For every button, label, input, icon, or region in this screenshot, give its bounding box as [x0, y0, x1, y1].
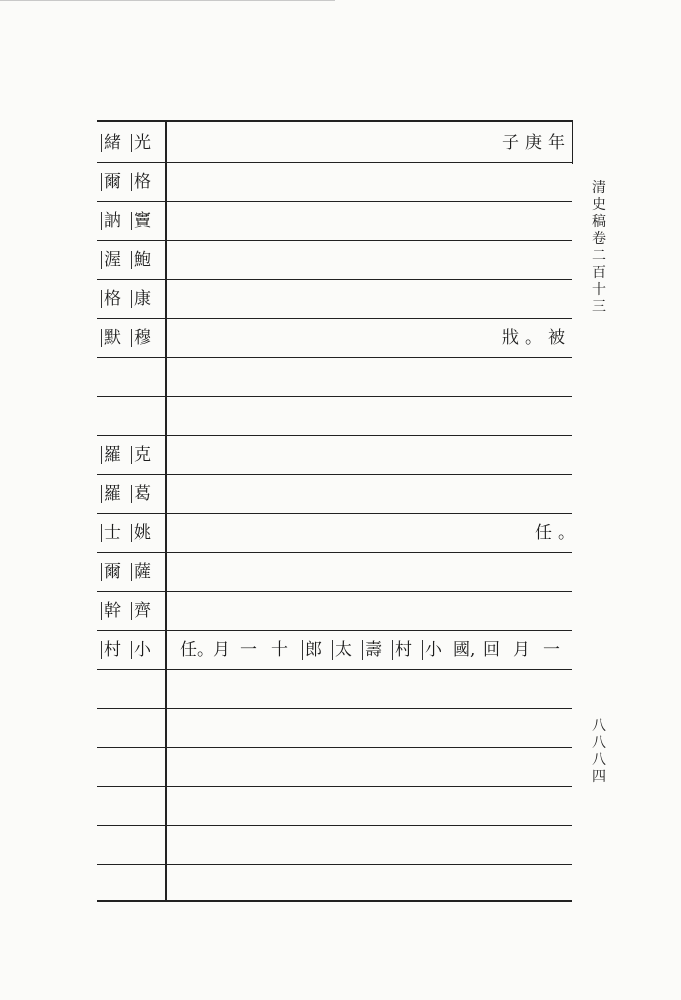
row-rule	[97, 864, 572, 865]
entry-char: 任。	[180, 640, 214, 660]
side-title-char: 史	[592, 197, 606, 213]
side-title-char: 卷	[592, 231, 606, 247]
row-rule	[97, 513, 572, 514]
row-rule	[97, 201, 572, 202]
side-title-char: 清	[592, 180, 606, 196]
row-rule	[97, 240, 572, 241]
side-title	[590, 180, 608, 316]
name-char: 士	[101, 524, 121, 542]
name-char: 村	[101, 641, 121, 659]
page-number-char: 八	[592, 735, 606, 751]
name-char: 薩	[131, 563, 151, 581]
table-bottom-rule	[97, 900, 572, 902]
entry-char: 一	[240, 640, 257, 660]
side-title-char: 三	[592, 299, 606, 315]
name-char: 渥	[101, 251, 121, 269]
entry-char: 國,	[453, 640, 476, 660]
entry-header: 子庚年	[502, 133, 571, 153]
name-cell	[98, 241, 166, 279]
name-cell	[98, 631, 166, 669]
name-char: 羅	[101, 446, 121, 464]
entry-char: 回	[483, 640, 500, 660]
entry-char: 壽	[362, 640, 382, 660]
entry-mu: 戕。被	[502, 328, 571, 348]
page-number	[590, 718, 608, 786]
header-cell-edge	[572, 120, 573, 164]
entry-char: 太	[332, 640, 352, 660]
row-rule	[97, 708, 572, 709]
row-rule	[97, 162, 572, 163]
name-cell	[98, 163, 166, 201]
page-number-char: 八	[592, 752, 606, 768]
name-char: 齊	[131, 602, 151, 620]
name-cell	[98, 280, 166, 318]
name-cell	[98, 436, 166, 474]
row-rule	[97, 279, 572, 280]
entry-xiaocun	[180, 640, 565, 660]
side-title-char: 二	[592, 248, 606, 264]
entry-char: 十	[271, 640, 288, 660]
name-cell	[98, 124, 166, 162]
entry-char: 月	[513, 640, 530, 660]
row-rule	[97, 669, 572, 670]
name-cell	[98, 202, 166, 240]
entry-char: 郎	[302, 640, 322, 660]
name-char: 爾	[101, 563, 121, 581]
name-char: 緒	[101, 134, 121, 152]
side-title-char: 百	[592, 265, 606, 281]
name-cell	[98, 592, 166, 630]
name-char: 光	[131, 134, 151, 152]
side-title-char: 稿	[592, 214, 606, 230]
entry-yao: 任。	[535, 523, 581, 543]
name-char: 默	[101, 329, 121, 347]
name-char: 格	[101, 290, 121, 308]
name-char: 克	[131, 446, 151, 464]
name-char: 鮑	[131, 251, 151, 269]
page-number-char: 八	[592, 718, 606, 734]
row-rule	[97, 747, 572, 748]
row-rule	[97, 786, 572, 787]
row-rule	[97, 435, 572, 436]
name-char: 葛	[131, 485, 151, 503]
page-number-char: 四	[592, 769, 606, 785]
name-char: 姚	[131, 524, 151, 542]
name-char: 小	[131, 641, 151, 659]
row-rule	[97, 474, 572, 475]
name-char: 康	[131, 290, 151, 308]
side-title-char: 十	[592, 282, 606, 298]
name-char: 爾	[101, 173, 121, 191]
name-char: 竇	[131, 212, 151, 230]
name-char: 羅	[101, 485, 121, 503]
name-cell	[98, 475, 166, 513]
entry-char: 小	[422, 640, 442, 660]
row-rule	[97, 318, 572, 319]
name-cell	[98, 553, 166, 591]
entry-char: 一	[543, 640, 560, 660]
scan-edge-line	[0, 0, 335, 1]
entry-char: 月	[213, 640, 230, 660]
entry-char: 村	[392, 640, 412, 660]
name-char: 穆	[131, 329, 151, 347]
row-rule	[97, 591, 572, 592]
name-char: 訥	[101, 212, 121, 230]
row-rule	[97, 396, 572, 397]
row-rule	[97, 357, 572, 358]
name-char: 格	[131, 173, 151, 191]
row-rule	[97, 552, 572, 553]
name-char: 幹	[101, 602, 121, 620]
row-rule	[97, 825, 572, 826]
row-rule	[97, 630, 572, 631]
table-top-rule	[97, 120, 572, 122]
name-cell	[98, 319, 166, 357]
name-cell	[98, 514, 166, 552]
